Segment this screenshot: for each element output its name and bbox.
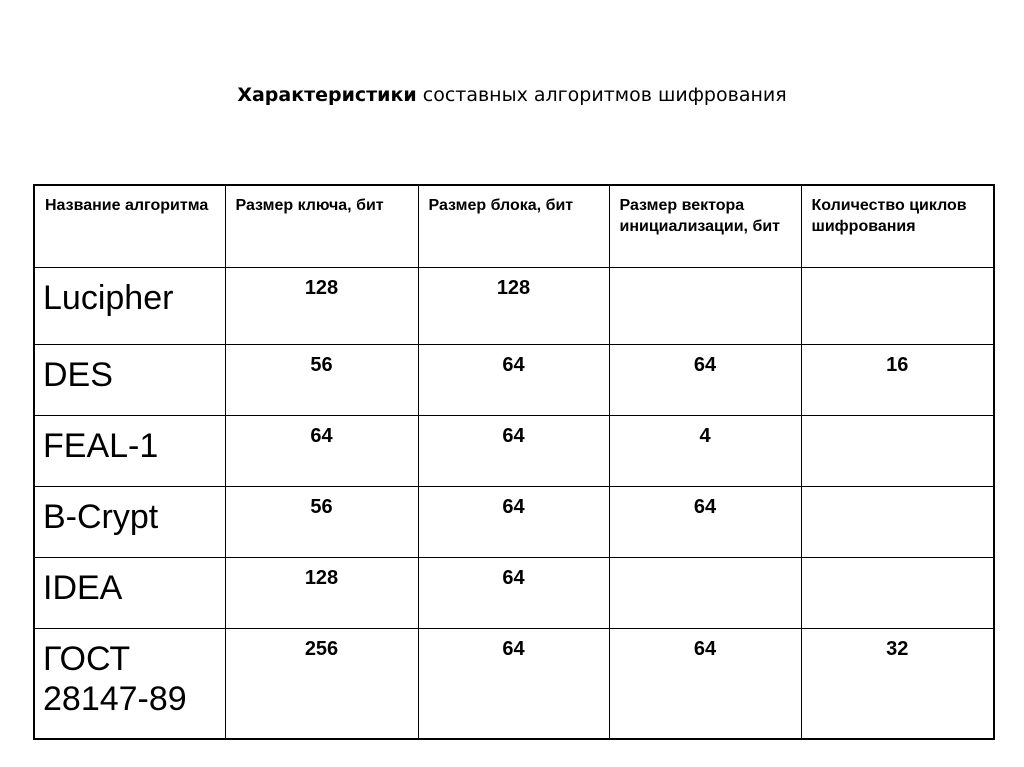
cell-iv-size: 4 xyxy=(609,415,801,486)
cell-block-size: 64 xyxy=(418,415,609,486)
cell-iv-size: 64 xyxy=(609,628,801,739)
cell-rounds xyxy=(801,267,994,344)
cell-iv-size xyxy=(609,557,801,628)
cell-name: ГОСТ 28147-89 xyxy=(34,628,225,739)
cell-name: Lucipher xyxy=(34,267,225,344)
table-row xyxy=(34,267,994,344)
header-key-size: Размер ключа, бит xyxy=(225,185,418,267)
slide-title xyxy=(0,84,1024,106)
table-row xyxy=(34,486,994,557)
cell-block-size: 64 xyxy=(418,344,609,415)
table-row xyxy=(34,344,994,415)
header-rounds: Количество циклов шифрования xyxy=(801,185,994,267)
cell-block-size: 64 xyxy=(418,628,609,739)
cell-rounds xyxy=(801,415,994,486)
cell-key-size: 128 xyxy=(225,557,418,628)
header-block-size: Размер блока, бит xyxy=(418,185,609,267)
cell-key-size: 56 xyxy=(225,486,418,557)
cell-name: DES xyxy=(34,344,225,415)
cell-iv-size: 64 xyxy=(609,486,801,557)
header-iv-size: Размер вектора инициализации, бит xyxy=(609,185,801,267)
cell-name: FEAL-1 xyxy=(34,415,225,486)
algorithms-table xyxy=(33,184,995,740)
cell-name: B-Crypt xyxy=(34,486,225,557)
cell-rounds xyxy=(801,486,994,557)
title-bold: Характеристики xyxy=(237,84,417,106)
cell-rounds xyxy=(801,557,994,628)
cell-iv-size xyxy=(609,267,801,344)
cell-key-size: 256 xyxy=(225,628,418,739)
cell-name: IDEA xyxy=(34,557,225,628)
table-header-row xyxy=(34,185,994,267)
cell-rounds: 16 xyxy=(801,344,994,415)
cell-key-size: 56 xyxy=(225,344,418,415)
cell-block-size: 64 xyxy=(418,557,609,628)
table-row xyxy=(34,557,994,628)
cell-key-size: 64 xyxy=(225,415,418,486)
table-row xyxy=(34,415,994,486)
cell-block-size: 64 xyxy=(418,486,609,557)
cell-key-size: 128 xyxy=(225,267,418,344)
cell-block-size: 128 xyxy=(418,267,609,344)
header-name: Название алгоритма xyxy=(34,185,225,267)
title-rest: составных алгоритмов шифрования xyxy=(416,84,787,106)
table-row xyxy=(34,628,994,739)
cell-iv-size: 64 xyxy=(609,344,801,415)
cell-rounds: 32 xyxy=(801,628,994,739)
